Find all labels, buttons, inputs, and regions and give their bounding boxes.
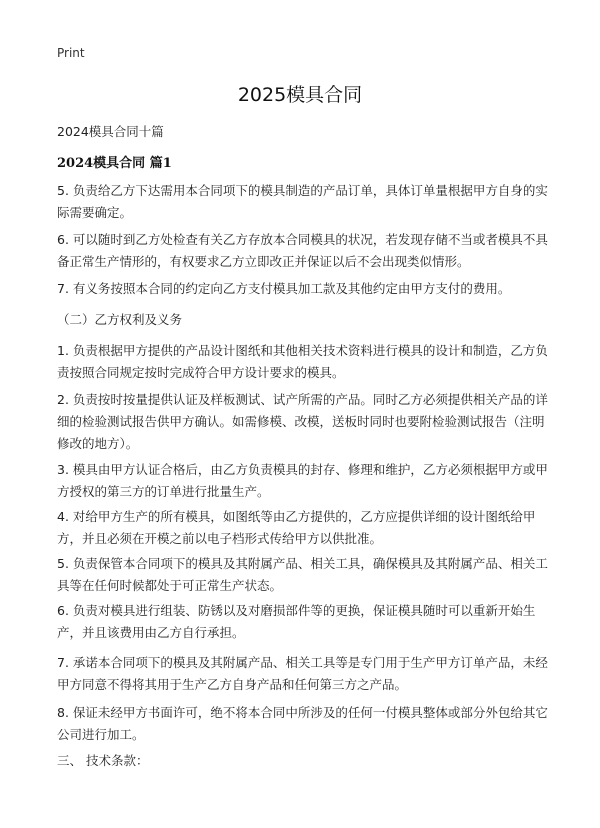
paragraph-6-buyer-inspection: 6. 可以随时到乙方处检查有关乙方存放本合同模具的状况，若发现存储不当或者模具不具备正常生产情形的，有权要求乙方立即改正并保证以后不会出现类似情形。: [57, 232, 548, 269]
paragraph-7-exclusive-use: 7. 承诺本合同项下的模具及其附属产品、相关工具等是专门用于生产甲方订单产品，未经甲方同意不得将其用于生产乙方自身产品和任何第三方之产品。: [57, 655, 548, 692]
document-subtitle: 2024模具合同十篇: [57, 124, 164, 139]
paragraph-5-buyer-orders: 5. 负责给乙方下达需用本合同项下的模具制造的产品订单，具体订单量根据甲方自身的实际需要确定。: [57, 183, 548, 220]
print-link[interactable]: Print: [57, 46, 85, 60]
paragraph-4-design-drawings: 4. 对给甲方生产的所有模具，如图纸等由乙方提供的，乙方应提供详细的设计图纸给甲方，并且必须在开模之前以电子档形式传给甲方以供批准。: [57, 509, 536, 546]
paragraph-5-mold-custody: 5. 负责保管本合同项下的模具及其附属产品、相关工具，确保模具及其附属产品、相关工具等在任何时候都处于可正常生产状态。: [57, 556, 548, 593]
paragraph-6-mold-assembly: 6. 负责对模具进行组装、防锈以及对磨损部件等的更换，保证模具随时可以重新开始生产，并且该费用由乙方自行承担。: [57, 603, 536, 640]
paragraph-8-no-outsourcing: 8. 保证未经甲方书面许可，绝不将本合同中所涉及的任何一付模具整体或部分外包给其它公司进行加工。: [57, 705, 548, 742]
paragraph-1-mold-design: 1. 负责根据甲方提供的产品设计图纸和其他相关技术资料进行模具的设计和制造，乙方负责按照合同规定按时完成符合甲方设计要求的模具。: [57, 343, 548, 380]
paragraph-2-sample-testing: 2. 负责按时按量提供认证及样板测试、试产所需的产品。同时乙方必须提供相关产品的详细的检验测试报告供甲方确认。如需修模、改模，送板时同时也要附检验测试报告（注明修改的地方）。: [57, 392, 548, 451]
paragraph-3-mold-maintenance: 3. 模具由甲方认证合格后，由乙方负责模具的封存、修理和维护，乙方必须根据甲方或甲方授权的第三方的订单进行批量生产。: [57, 462, 548, 499]
document-title: 2025模具合同: [237, 84, 363, 106]
paragraph-seller-rights-heading: （二）乙方权利及义务: [57, 312, 183, 327]
section-heading: 2024模具合同 篇1: [57, 156, 172, 171]
paragraph-technical-terms-heading: 三、 技术条款：: [57, 753, 149, 768]
paragraph-7-buyer-payment: 7. 有义务按照本合同的约定向乙方支付模具加工款及其他约定由甲方支付的费用。: [57, 281, 511, 296]
